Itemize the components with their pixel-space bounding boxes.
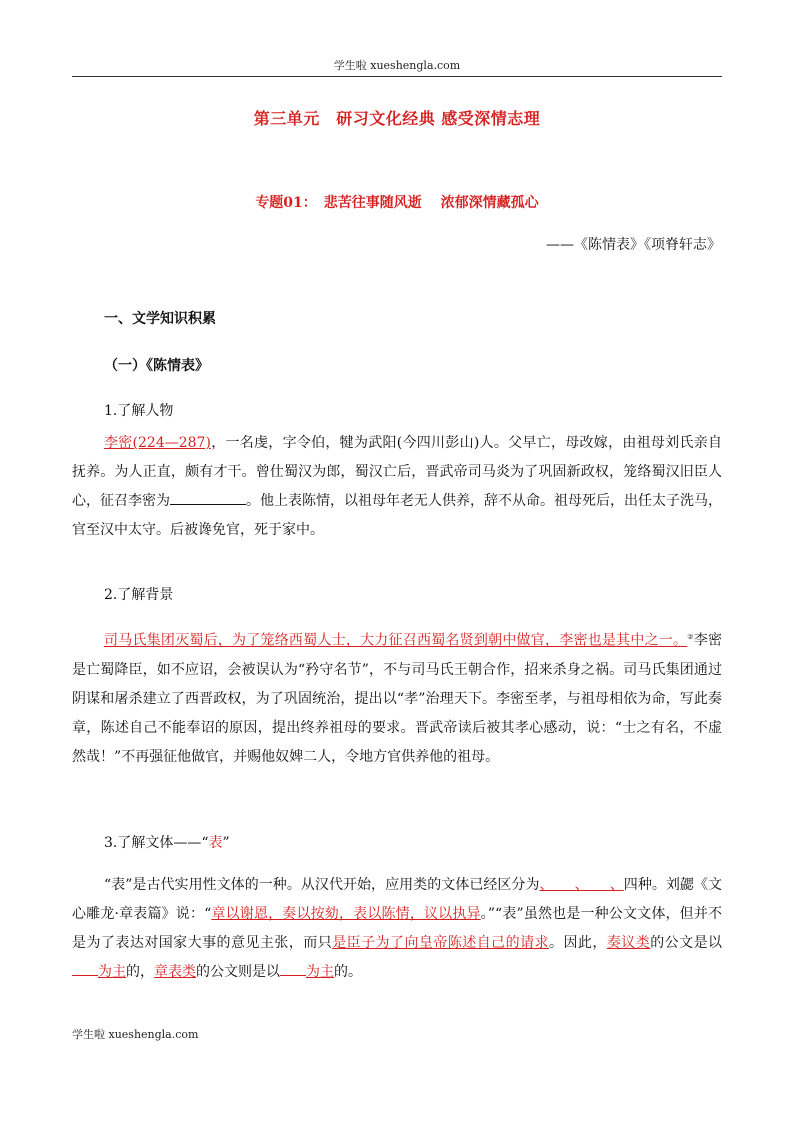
fill-blank [72,961,98,976]
fill-blank-marks: 、 、 、 [539,877,624,893]
topic-title: 专题01： 悲苦往事随风逝 浓郁深情藏孤心 [255,195,539,211]
name-text: 李密(224—287) [104,435,211,451]
page-header: 学生啦 xueshengla.com [333,59,461,72]
highlight-text: 是臣子为了向皇帝陈述自己的请求 [332,935,550,951]
paragraph-background [72,623,722,772]
item-2-label: 2.了解背景 [104,587,174,603]
paragraph-text: ，一名虔，字令伯，犍为武阳(今四川彭山)人。父早亡，母改嫁，由祖母刘氏亲自抚养。为人正直，颇有才干。曾仕蜀汉为郎，蜀汉亡后，晋武帝司马炎为了巩固新政权，笼络蜀汉旧臣人心，征召李密为 [72,435,722,509]
highlight-quote: 章以谢恩，奏以按劾，表以陈情，议以执异 [211,906,481,922]
section-heading: 一、文学知识积累 [104,311,216,327]
highlight-text: 为主 [306,964,334,980]
item-1-label: 1.了解人物 [104,403,174,419]
page-footer: 学生啦 xueshengla.com [72,1028,199,1041]
footnote-mark: ② [687,633,694,641]
header-rule [72,76,722,77]
paragraph-character [72,429,722,545]
fill-blank [280,961,306,976]
source-line: ——《陈情表》《项脊轩志》 [546,237,721,253]
highlight-text: 章表类 [154,964,196,980]
item-3-label: 3.了解文体——“表” [104,835,230,851]
fill-blank [170,490,246,505]
paragraph-text: 。他上表陈情，以祖母年老无人供养，辞不从命。祖母死后，出任太子洗马，官至汉中太守。后被谗免官，死于家中。 [72,493,722,538]
paragraph-text: 李密是亡蜀降臣，如不应诏，会被误认为“矜守名节”，不与司马氏王朝合作，招来杀身之祸。司马氏集团通过阴谋和屠杀建立了西晋政权，为了巩固统治，提出以“孝”治理天下。李密至孝，与祖母相依为命，写此奏章，陈述自己不能奉诏的原因，提出终养祖母的要求。晋武帝读后被其孝心感动，说：“士之有名，不虚然哉！”不再强征他做官，并赐他奴婢二人，令地方官供养他的祖母。 [72,632,723,765]
highlight-text: 奏议类 [606,935,651,951]
paragraph-genre: “表”是古代实用性文体的一种。从汉代开始，应用类的文体已经区分为、 、 、四种。刘勰《文心雕龙·章表篇》说：“章以谢恩，奏以按劾，表以陈情，议以执异。”“表”虽然也是一种公文文体，但并不是为了表达对国家大事的意见主张，而只是臣子为了向皇帝陈述自己的请求。因此，奏议类的公文是以为主的，章表类的公文则是以 为主的。 [72,877,723,980]
unit-title: 第三单元 研习文化经典 感受深情志理 [253,109,541,128]
subsection-heading: （一）《陈情表》 [104,358,209,374]
highlight-text: 司马氏集团灭蜀后，为了笼络西蜀人士，大力征召西蜀名贤到朝中做官，李密也是其中之一。 [104,632,688,649]
highlight-text: 为主 [98,964,126,980]
